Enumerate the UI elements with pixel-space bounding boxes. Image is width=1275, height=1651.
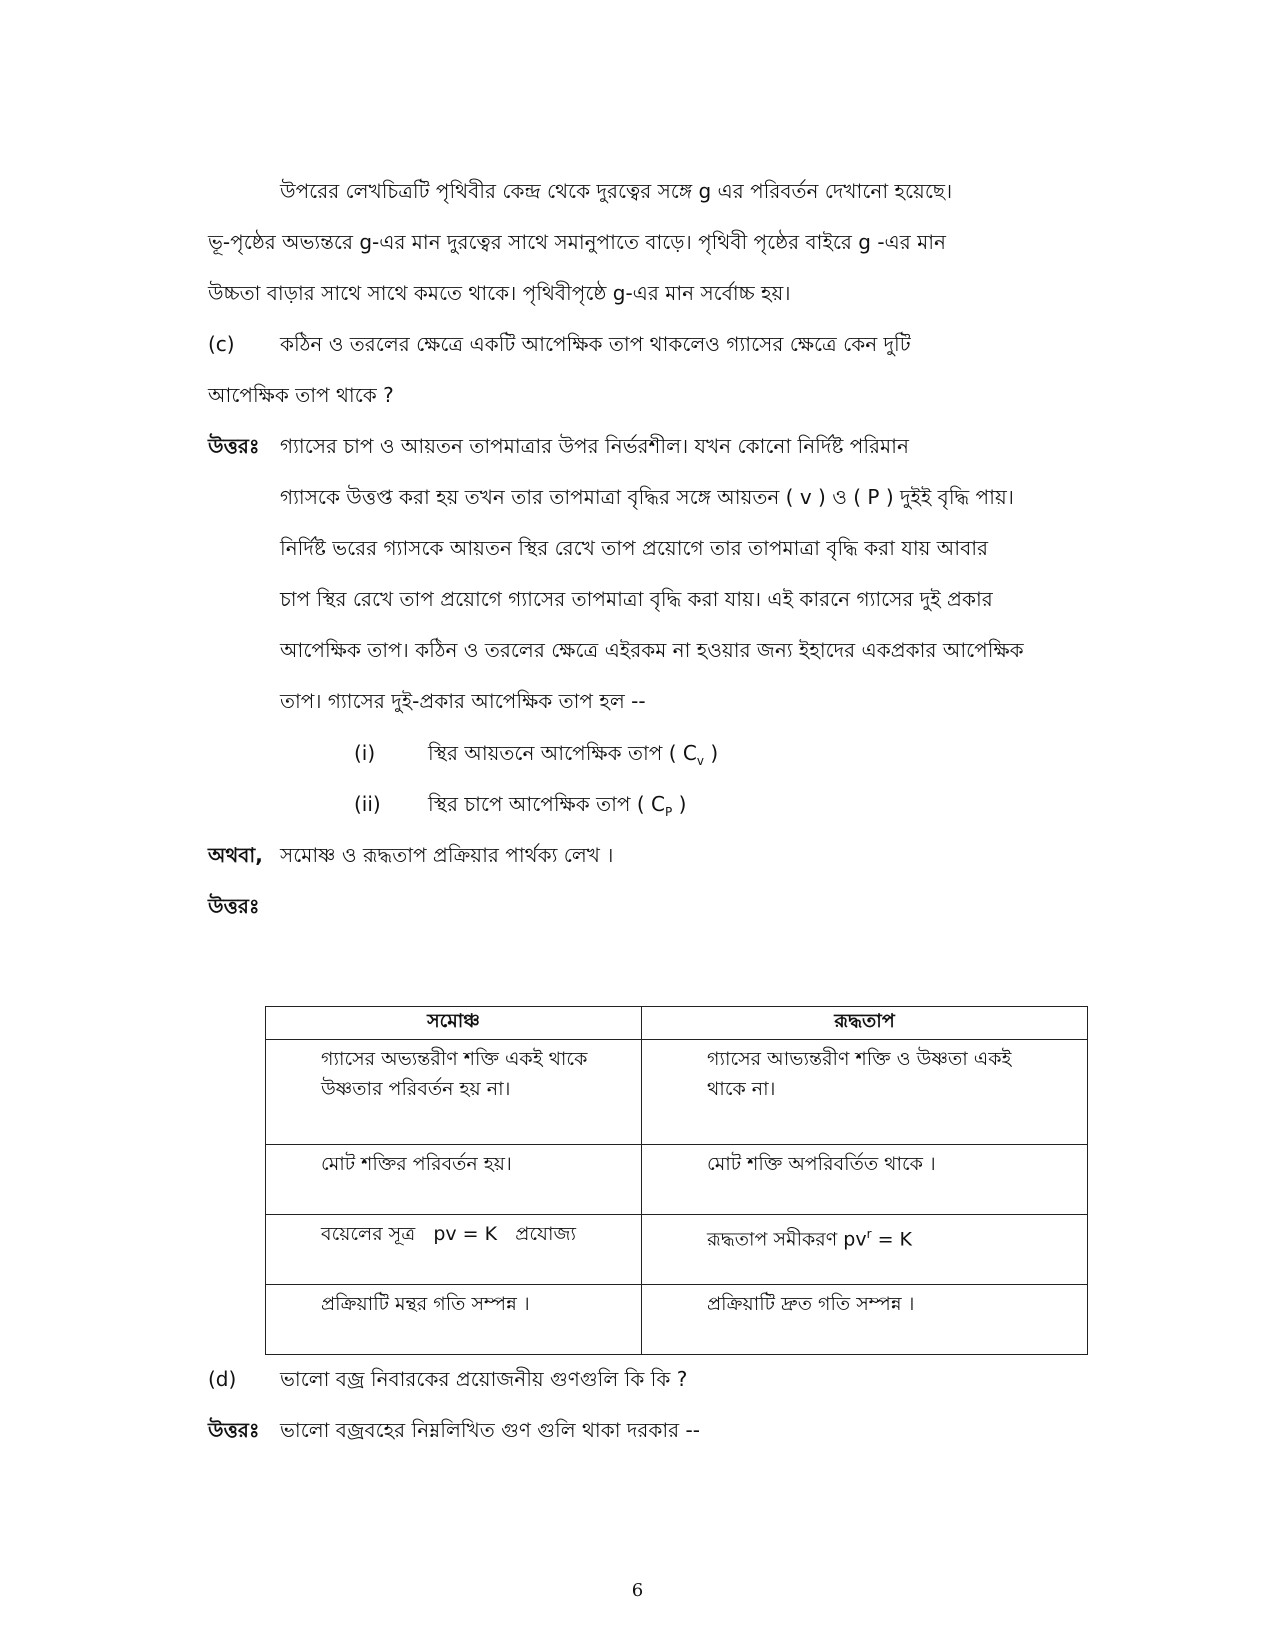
answer-line: তাপ। গ্যাসের দুই-প্রকার আপেক্ষিক তাপ হল -- bbox=[280, 689, 646, 713]
table-cell: মোট শক্তি অপরিবর্তিত থাকে । bbox=[642, 1145, 1088, 1215]
paragraph-line: ভূ-পৃষ্ঠের অভ্যন্তরে g-এর মান দুরত্বের সাথে সমানুপাতে বাড়ে। পৃথিবী পৃষ্ঠের বাইরে g -এর মান bbox=[208, 230, 946, 254]
or-label: অথবা, bbox=[208, 843, 263, 867]
question-d-label: (d) bbox=[208, 1367, 237, 1391]
table-header: সমোঞ্চ bbox=[266, 1007, 642, 1040]
question-c-text: আপেক্ষিক তাপ থাকে ? bbox=[208, 383, 394, 407]
table-cell: রূদ্ধতাপ সমীকরণ $pv^r = K$ bbox=[642, 1215, 1088, 1285]
table-row bbox=[266, 1215, 1088, 1285]
paragraph-line: উপরের লেখচিত্রটি পৃথিবীর কেন্দ্র থেকে দুরত্বের সঙ্গে g এর পরিবর্তন দেখানো হয়েছে। bbox=[280, 179, 953, 203]
answer-line: গ্যাসকে উত্তপ্ত করা হয় তখন তার তাপমাত্রা বৃদ্ধির সঙ্গে আয়তন ( v ) ও ( P ) দুইই বৃদ্ধি পায়। bbox=[280, 485, 1014, 509]
or-answer-label: উত্তরঃ bbox=[208, 894, 260, 918]
list-item: স্থির চাপে আপেক্ষিক তাপ ( $C_P$ ) bbox=[428, 792, 687, 819]
table-cell: প্রক্রিয়াটি দ্রুত গতি সম্পন্ন । bbox=[642, 1285, 1088, 1355]
answer-d-label: উত্তরঃ bbox=[208, 1418, 260, 1442]
table-cell: গ্যাসের আভ্যন্তরীণ শক্তি ও উষ্ণতা একই থাকে না। bbox=[642, 1040, 1088, 1145]
list-item-number: (ii) bbox=[354, 792, 381, 816]
question-c-text: কঠিন ও তরলের ক্ষেত্রে একটি আপেক্ষিক তাপ থাকলেও গ্যাসের ক্ষেত্রে কেন দুটি bbox=[280, 332, 911, 356]
table-cell: মোট শক্তির পরিবর্তন হয়। bbox=[266, 1145, 642, 1215]
table-cell: গ্যাসের অভ্যন্তরীণ শক্তি একই থাকে উষ্ণতার পরিবর্তন হয় না। bbox=[266, 1040, 642, 1145]
answer-line: আপেক্ষিক তাপ। কঠিন ও তরলের ক্ষেত্রে এইরকম না হওয়ার জন্য ইহাদের একপ্রকার আপেক্ষিক bbox=[280, 638, 1024, 662]
question-c-label: (c) bbox=[208, 332, 235, 356]
paragraph-line: উচ্চতা বাড়ার সাথে সাথে কমতে থাকে। পৃথিবীপৃষ্ঠে g-এর মান সর্বোচ্চ হয়। bbox=[208, 281, 791, 305]
list-item-number: (i) bbox=[354, 741, 376, 765]
table-cell: প্রক্রিয়াটি মন্থর গতি সম্পন্ন । bbox=[266, 1285, 642, 1355]
or-question-text: সমোষ্ণ ও রূদ্ধতাপ প্রক্রিয়ার পার্থক্য লেখ । bbox=[280, 843, 614, 867]
table-header: রূদ্ধতাপ bbox=[642, 1007, 1088, 1040]
table-row bbox=[266, 1040, 1088, 1145]
answer-line: চাপ স্থির রেখে তাপ প্রয়োগে গ্যাসের তাপমাত্রা বৃদ্ধি করা যায়। এই কারনে গ্যাসের দুই প্রকার bbox=[280, 587, 993, 611]
answer-d-text: ভালো বজ্রবহের নিম্নলিখিত গুণ গুলি থাকা দরকার -- bbox=[280, 1418, 700, 1442]
question-d-text: ভালো বজ্র নিবারকের প্রয়োজনীয় গুণগুলি কি কি ? bbox=[280, 1367, 688, 1391]
table-row bbox=[266, 1285, 1088, 1355]
list-item: স্থির আয়তনে আপেক্ষিক তাপ ( $C_v$ ) bbox=[428, 741, 719, 768]
table-header-row bbox=[266, 1007, 1088, 1040]
answer-line: নির্দিষ্ট ভরের গ্যাসকে আয়তন স্থির রেখে তাপ প্রয়োগে তার তাপমাত্রা বৃদ্ধি করা যায় আবার bbox=[280, 536, 989, 560]
answer-c-label: উত্তরঃ bbox=[208, 434, 260, 458]
page-number: 6 bbox=[631, 1580, 644, 1601]
comparison-table bbox=[265, 1006, 1088, 1355]
table-row bbox=[266, 1145, 1088, 1215]
answer-line: গ্যাসের চাপ ও আয়তন তাপমাত্রার উপর নির্ভরশীল। যখন কোনো নির্দিষ্ট পরিমান bbox=[280, 434, 909, 458]
table-cell: বয়েলের সূত্র pv = K প্রযোজ্য bbox=[266, 1215, 642, 1285]
